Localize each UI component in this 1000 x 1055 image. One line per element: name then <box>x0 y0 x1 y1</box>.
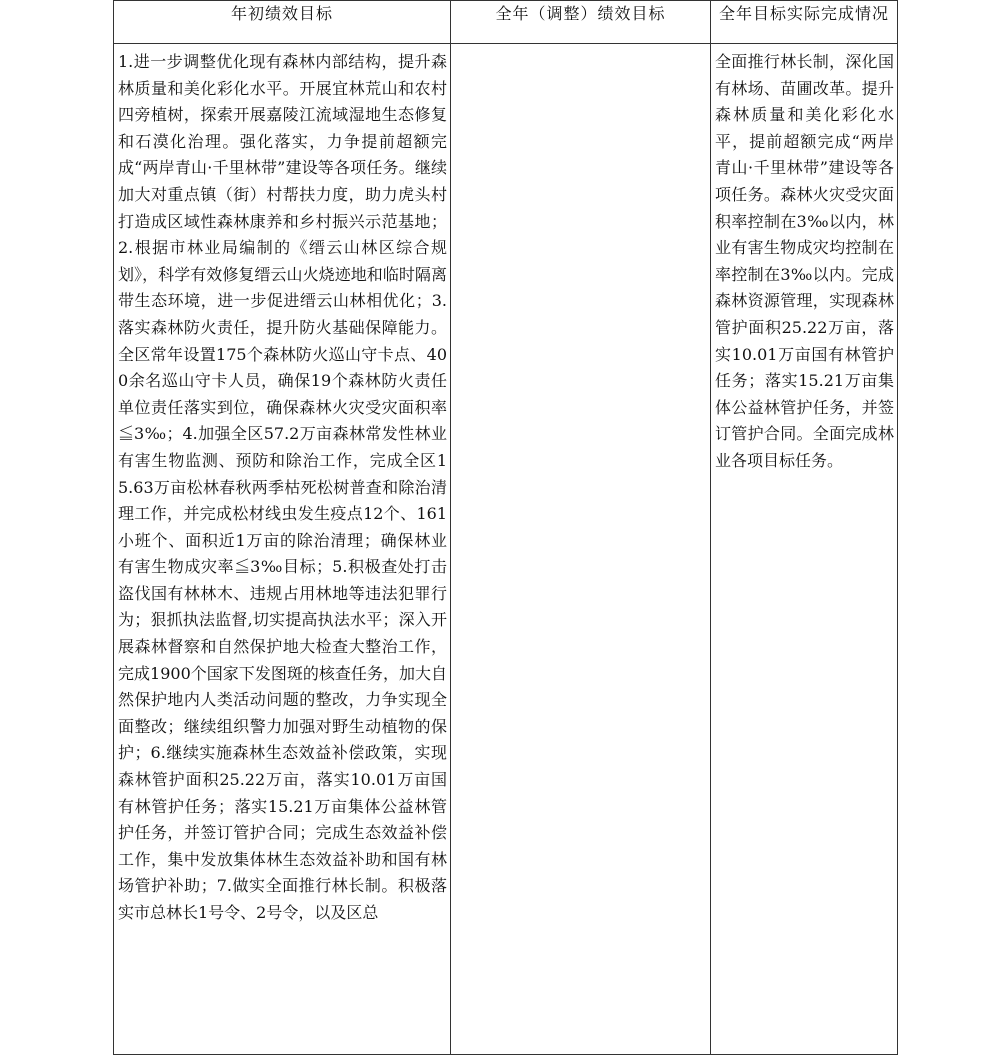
initial-goals-cell <box>114 44 451 1055</box>
actual-completion-cell <box>711 44 898 1055</box>
table-row <box>114 44 898 1055</box>
performance-table <box>113 0 898 1055</box>
header-actual-completion: 全年目标实际完成情况 <box>711 1 898 44</box>
adjusted-goals-text <box>451 44 710 49</box>
header-adjusted-goals: 全年（调整）绩效目标 <box>451 1 711 44</box>
header-row <box>114 1 898 44</box>
adjusted-goals-cell <box>451 44 711 1055</box>
initial-goals-text: 1.进一步调整优化现有森林内部结构，提升森林质量和美化彩化水平。开展宜林荒山和农村四旁植树，探索开展嘉陵江流域湿地生态修复和石漠化治理。强化落实，力争提前超额完成“两岸青山·千里林带”建设等各项任务。继续加大对重点镇（街）村帮扶力度，助力虎头村打造成区域性森林康养和乡村振兴示范基地；2.根据市林业局编制的《缙云山林区综合规划》，科学有效修复缙云山火烧迹地和临时隔离带生态环境，进一步促进缙云山林相优化；3.落实森林防火责任，提升防火基础保障能力。全区常年设置175个森林防火巡山守卡点、400余名巡山守卡人员，确保19个森林防火责任单位责任落实到位，确保森林火灾受灾面积率≦3‰；4.加强全区57.2万亩森林常发性林业有害生物监测、预防和除治工作，完成全区15.63万亩松林春秋两季枯死松树普查和除治清理工作，并完成松材线虫发生疫点12个、161小班个、面积近1万亩的除治清理；确保林业有害生物成灾率≦3‰目标；5.积极查处打击盗伐国有林林木、违规占用林地等违法犯罪行为；狠抓执法监督,切实提高执法水平；深入开展森林督察和自然保护地大检查大整治工作，完成1900个国家下发图斑的核查任务，加大自然保护地内人类活动问题的整改，力争实现全面整改；继续组织警力加强对野生动植物的保护；6.继续实施森林生态效益补偿政策，实现森林管护面积25.22万亩，落实10.01万亩国有林管护任务；落实15.21万亩集体公益林管护任务，并签订管护合同；完成生态效益补偿工作，集中发放集体林生态效益补助和国有林场管护补助；7.做实全面推行林长制。积极落实市总林长1号令、2号令，以及区总 <box>118 52 447 922</box>
actual-completion-text: 全面推行林长制，深化国有林场、苗圃改革。提升森林质量和美化彩化水平，提前超额完成“两岸青山·千里林带”建设等各项任务。森林火灾受灾面积率控制在3‰以内，林业有害生物成灾均控制在率控制在3‰以内。完成森林资源管理，实现森林管护面积25.22万亩，落实10.01万亩国有林管护任务；落实15.21万亩集体公益林管护任务，并签订管护合同。全面完成林业各项目标任务。 <box>715 52 894 470</box>
header-initial-goals: 年初绩效目标 <box>114 1 451 44</box>
